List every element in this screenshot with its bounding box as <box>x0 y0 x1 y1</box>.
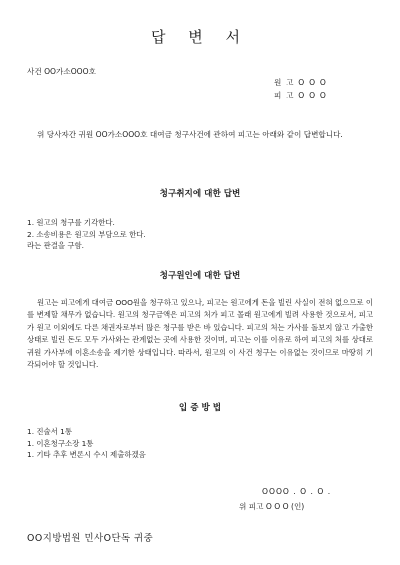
case-number: 사건 OO가소OOO호 <box>27 67 96 76</box>
evidence-list <box>27 426 146 461</box>
plaintiff-line: 원 고 O O O <box>274 78 328 87</box>
court-addressee: OO지방법원 민사O단독 귀중 <box>27 533 154 544</box>
evidence-item: 1. 이혼청구소장 1통 <box>27 438 94 448</box>
evidence-item: 1. 진술서 1통 <box>27 427 73 436</box>
cause-heading: 청구원인에 대한 답변 <box>159 271 241 281</box>
document-date: OOOO . O . O . <box>262 487 332 496</box>
claim-list <box>27 217 146 252</box>
claim-item: 라는 판결을 구함. <box>27 241 85 250</box>
signer-line: 위 피고 O O O (인) <box>239 502 305 511</box>
claim-heading: 청구취지에 대한 답변 <box>159 189 241 199</box>
intro-paragraph: 위 당사자간 귀원 OO가소OOO호 대여금 청구사건에 관하여 피고는 아래와 같이 답변합니다. <box>37 130 343 139</box>
defendant-line: 피 고 O O O <box>274 91 328 100</box>
claim-item: 1. 원고의 청구를 기각한다. <box>27 218 115 227</box>
evidence-item: 1. 기타 추후 변론시 수시 제출하겠음 <box>27 450 146 459</box>
document-title: 답 변 서 <box>150 28 249 46</box>
claim-item: 2. 소송비용은 원고의 부담으로 한다. <box>27 229 146 239</box>
cause-paragraph: 원고는 피고에게 대여금 OOO원을 청구하고 있으나, 피고는 원고에게 돈을 빌린 사실이 전혀 없으므로 이를 변제할 채무가 없습니다. 원고의 청구금액은 피고의 처가 피고 몰래 원고에게 빌려 사용한 것으로서, 피고가 원고 이외에도 다른 채권자로부터 많은 청구를 받은 바 있습니다. 피고의 처는 가사를 돌보지 않고 가출한 상태로 빌린 돈도 모두 가사와는 관계없는 곳에 사용한 것이며, 피고는 이를 이유로 하여 피고의 처를 상대로 귀원 가사부에 이혼소송을 제기한 상태입니다. 따라서, 원고의 이 사건 청구는 이유없는 것이므로 마땅히 기각되어야 할 것입니다. <box>27 298 373 370</box>
evidence-heading: 입 증 방 법 <box>178 403 222 413</box>
